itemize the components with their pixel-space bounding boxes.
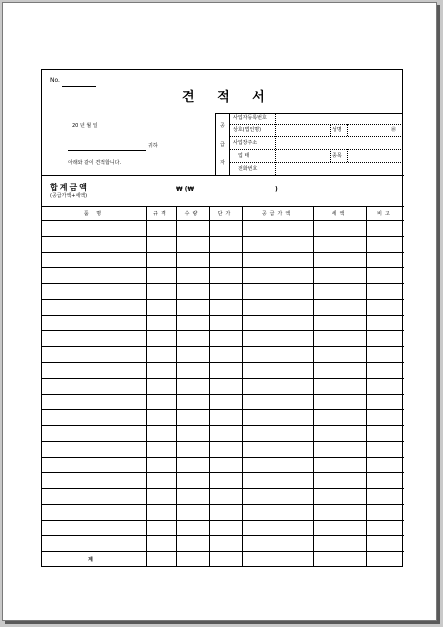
- company-label: 상호(법인명): [233, 127, 262, 133]
- table-row-line: [42, 394, 404, 395]
- table-row-line: [42, 346, 404, 347]
- address-label: 사업장주소: [233, 140, 258, 146]
- document-page: [2, 2, 437, 621]
- table-row-line: [42, 457, 404, 458]
- col-header-spec: 규격: [153, 211, 169, 217]
- recipient-underline: [68, 150, 146, 151]
- supplier-row-line: [229, 162, 403, 163]
- table-row-line: [42, 236, 404, 237]
- table-row-line: [42, 520, 404, 521]
- quote-statement: 아래와 같이 견적합니다.: [68, 160, 122, 166]
- table-row-line: [42, 378, 404, 379]
- supplier-row-line: [229, 136, 403, 137]
- table-column-line: [242, 206, 243, 567]
- quotation-form: [41, 69, 403, 567]
- col-header-qty: 수량: [184, 211, 201, 217]
- total-row-top: [42, 175, 404, 176]
- col-header-supply-value: 공급가액: [261, 211, 294, 217]
- document-title: 견 적 서: [182, 90, 274, 105]
- biz-type-label: 업 태: [238, 153, 250, 159]
- table-row-line: [42, 252, 404, 253]
- supplier-col-line: [330, 124, 331, 136]
- supplier-col-line: [347, 124, 348, 136]
- table-header-bottom: [42, 220, 404, 221]
- table-row-line: [42, 299, 404, 300]
- supplier-col-line: [347, 149, 348, 162]
- table-column-line: [366, 206, 367, 567]
- table-row-line: [42, 504, 404, 505]
- table-column-line: [146, 206, 147, 567]
- supplier-box-top: [215, 113, 403, 114]
- table-column-line: [176, 206, 177, 567]
- supplier-side-label-1: 공: [220, 123, 225, 129]
- supplier-box-left: [215, 113, 216, 175]
- table-row-line: [42, 409, 404, 410]
- seal-mark: ㊞: [391, 127, 397, 133]
- doc-number-label: No.: [50, 77, 60, 84]
- table-row-line: [42, 283, 404, 284]
- table-top: [42, 206, 404, 207]
- supplier-row-line: [229, 124, 403, 125]
- total-amount-sublabel: (공급가액+세액): [50, 193, 88, 199]
- doc-number-underline: [62, 86, 96, 87]
- quote-date: 20 년 월 일: [72, 123, 98, 129]
- table-row-line: [42, 315, 404, 316]
- supplier-col-line: [275, 113, 276, 175]
- table-column-line: [209, 206, 210, 567]
- table-row-line: [42, 551, 404, 552]
- sum-row-label: 계: [88, 557, 93, 563]
- supplier-col-line: [330, 149, 331, 162]
- supplier-label-divider: [229, 113, 230, 175]
- total-amount-label: 합계금액: [50, 183, 89, 192]
- col-header-tax: 세액: [331, 211, 348, 217]
- reg-no-label: 사업자등록번호: [233, 115, 267, 121]
- col-header-item: 품 명: [83, 211, 105, 217]
- table-row-line: [42, 362, 404, 363]
- col-header-unit-price: 단가: [217, 211, 234, 217]
- supplier-side-label-3: 자: [220, 160, 225, 166]
- table-row-line: [42, 425, 404, 426]
- recipient-suffix: 귀하: [148, 143, 158, 149]
- supplier-row-line: [229, 149, 403, 150]
- table-column-line: [313, 206, 314, 567]
- table-row-line: [42, 472, 404, 473]
- table-row-line: [42, 488, 404, 489]
- phone-label: 전화번호: [238, 166, 258, 172]
- total-amount-suffix: ): [275, 186, 278, 193]
- table-row-line: [42, 330, 404, 331]
- biz-item-label: 종목: [332, 153, 342, 159]
- name-label: 성명: [332, 127, 342, 133]
- table-row-line: [42, 535, 404, 536]
- table-row-line: [42, 441, 404, 442]
- col-header-remarks: 비고: [377, 211, 393, 217]
- table-row-line: [42, 267, 404, 268]
- supplier-side-label-2: 급: [220, 142, 225, 148]
- total-amount-prefix: ₩ (₩: [176, 186, 195, 193]
